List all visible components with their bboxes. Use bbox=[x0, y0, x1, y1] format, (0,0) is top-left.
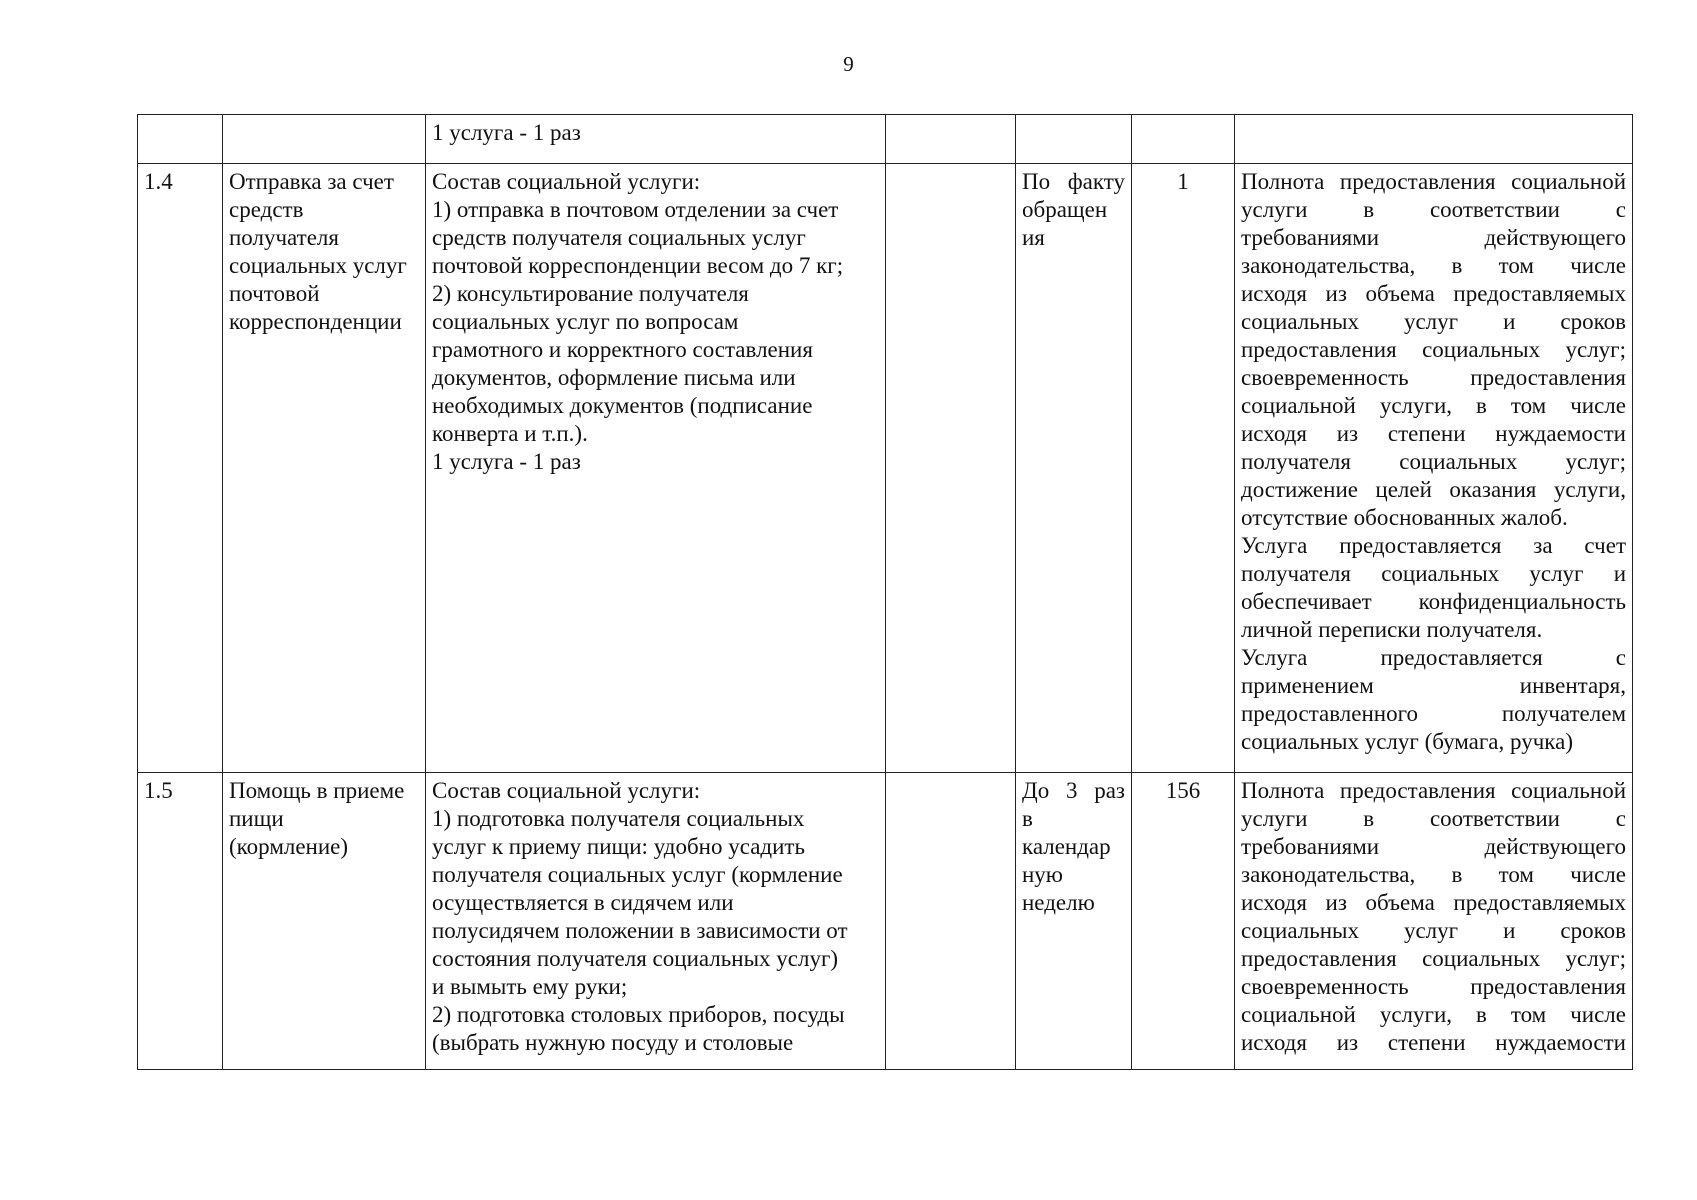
description-line: получателя социальных услуг (кормление bbox=[432, 862, 843, 887]
description-line: 1 услуга - 1 раз bbox=[432, 449, 581, 474]
periodicity-line: ную bbox=[1022, 862, 1063, 887]
criteria-line: Полнота предоставления социальной bbox=[1241, 169, 1626, 194]
criteria-line: исходя из объема предоставляемых bbox=[1241, 890, 1626, 915]
description-line: Состав социальной услуги: bbox=[432, 778, 701, 803]
criteria-line: получателя социальных услуг и bbox=[1241, 561, 1626, 586]
cell-description bbox=[426, 773, 886, 1070]
services-table bbox=[137, 114, 1633, 1070]
name-line: Помощь в приеме bbox=[229, 778, 405, 803]
description-line: Состав социальной услуги: bbox=[432, 169, 701, 194]
table-row bbox=[138, 773, 1633, 1070]
table-row bbox=[138, 164, 1633, 773]
criteria-line: достижение целей оказания услуги, bbox=[1241, 477, 1626, 502]
description-line: 2) подготовка столовых приборов, посуды bbox=[432, 1002, 845, 1027]
cell-periodicity bbox=[1016, 773, 1132, 1070]
criteria-line: предоставления социальных услуг; bbox=[1241, 946, 1626, 971]
cell-number: 1.5 bbox=[138, 773, 223, 1070]
description-line: конверта и т.п.). bbox=[432, 421, 588, 446]
criteria-line: Услуга предоставляется с bbox=[1241, 645, 1626, 670]
cell-criteria bbox=[1235, 164, 1633, 773]
table-row-continuation bbox=[138, 115, 1633, 164]
cell-cost bbox=[886, 115, 1016, 164]
cell-number bbox=[138, 115, 223, 164]
cell-volume bbox=[1132, 115, 1235, 164]
name-line: Отправка за счет bbox=[229, 169, 394, 194]
criteria-line: услуги в соответствии с bbox=[1241, 197, 1626, 222]
cell-cost bbox=[886, 164, 1016, 773]
cell-name bbox=[223, 115, 426, 164]
criteria-line: исходя из объема предоставляемых bbox=[1241, 281, 1626, 306]
name-line: (кормление) bbox=[229, 834, 349, 859]
criteria-line: своевременность предоставления bbox=[1241, 974, 1626, 999]
cell-criteria bbox=[1235, 773, 1633, 1070]
criteria-line: предоставления социальных услуг; bbox=[1241, 337, 1626, 362]
cell-description bbox=[426, 164, 886, 773]
criteria-line: социальных услуг и сроков bbox=[1241, 918, 1626, 943]
cell-number: 1.4 bbox=[138, 164, 223, 773]
criteria-line: законодательства, в том числе bbox=[1241, 253, 1626, 278]
criteria-line: обеспечивает конфиденциальность bbox=[1241, 589, 1626, 614]
criteria-line: социальных услуг (бумага, ручка) bbox=[1241, 729, 1573, 754]
criteria-line: социальной услуги, в том числе bbox=[1241, 393, 1626, 418]
criteria-line: требованиями действующего bbox=[1241, 834, 1626, 859]
criteria-line: Полнота предоставления социальной bbox=[1241, 778, 1626, 803]
name-line: получателя bbox=[229, 225, 339, 250]
description-line: услуг к приему пищи: удобно усадить bbox=[432, 834, 805, 859]
criteria-line: исходя из степени нуждаемости bbox=[1241, 1030, 1626, 1055]
description-line: документов, оформление письма или bbox=[432, 365, 796, 390]
description-line: почтовой корреспонденции весом до 7 кг; bbox=[432, 253, 844, 278]
cell-volume: 1 bbox=[1132, 164, 1235, 773]
name-line: корреспонденции bbox=[229, 309, 402, 334]
description-line: 1) подготовка получателя социальных bbox=[432, 806, 805, 831]
description-line: и вымыть ему руки; bbox=[432, 974, 628, 999]
periodicity-line: обращен bbox=[1022, 197, 1108, 222]
cell-periodicity bbox=[1016, 164, 1132, 773]
periodicity-line: По факту bbox=[1022, 169, 1125, 194]
criteria-line: применением инвентаря, bbox=[1241, 673, 1626, 698]
description-line: состояния получателя социальных услуг) bbox=[432, 946, 839, 971]
name-line: средств bbox=[229, 197, 304, 222]
description-line: осуществляется в сидячем или bbox=[432, 890, 734, 915]
description-line: 1) отправка в почтовом отделении за счет bbox=[432, 197, 839, 222]
description-line: средств получателя социальных услуг bbox=[432, 225, 806, 250]
cell-description bbox=[426, 115, 886, 164]
cell-cost bbox=[886, 773, 1016, 1070]
description-line: грамотного и корректного составления bbox=[432, 337, 813, 362]
description-line: 2) консультирование получателя bbox=[432, 281, 749, 306]
cell-periodicity bbox=[1016, 115, 1132, 164]
periodicity-line: календар bbox=[1022, 834, 1111, 859]
cell-name bbox=[223, 773, 426, 1070]
name-line: социальных услуг bbox=[229, 253, 407, 278]
criteria-line: Услуга предоставляется за счет bbox=[1241, 533, 1626, 558]
description-line: социальных услуг по вопросам bbox=[432, 309, 739, 334]
cell-criteria bbox=[1235, 115, 1633, 164]
criteria-line: услуги в соответствии с bbox=[1241, 806, 1626, 831]
description-line: полусидячем положении в зависимости от bbox=[432, 918, 848, 943]
periodicity-line: До 3 раз bbox=[1022, 778, 1125, 803]
name-line: почтовой bbox=[229, 281, 320, 306]
description-line: 1 услуга - 1 раз bbox=[432, 120, 581, 145]
periodicity-line: ия bbox=[1022, 225, 1045, 250]
criteria-line: отсутствие обоснованных жалоб. bbox=[1241, 505, 1568, 530]
name-line: пищи bbox=[229, 806, 284, 831]
criteria-line: законодательства, в том числе bbox=[1241, 862, 1626, 887]
cell-volume: 156 bbox=[1132, 773, 1235, 1070]
page-number: 9 bbox=[843, 52, 854, 76]
periodicity-line: неделю bbox=[1022, 890, 1095, 915]
criteria-line: получателя социальных услуг; bbox=[1241, 449, 1626, 474]
criteria-line: исходя из степени нуждаемости bbox=[1241, 421, 1626, 446]
criteria-line: социальной услуги, в том числе bbox=[1241, 1002, 1626, 1027]
periodicity-line: в bbox=[1022, 806, 1033, 831]
description-line: (выбрать нужную посуду и столовые bbox=[432, 1030, 794, 1055]
cell-name bbox=[223, 164, 426, 773]
criteria-line: требованиями действующего bbox=[1241, 225, 1626, 250]
criteria-line: личной переписки получателя. bbox=[1241, 617, 1543, 642]
description-line: необходимых документов (подписание bbox=[432, 393, 813, 418]
criteria-line: предоставленного получателем bbox=[1241, 701, 1626, 726]
criteria-line: своевременность предоставления bbox=[1241, 365, 1626, 390]
criteria-line: социальных услуг и сроков bbox=[1241, 309, 1626, 334]
